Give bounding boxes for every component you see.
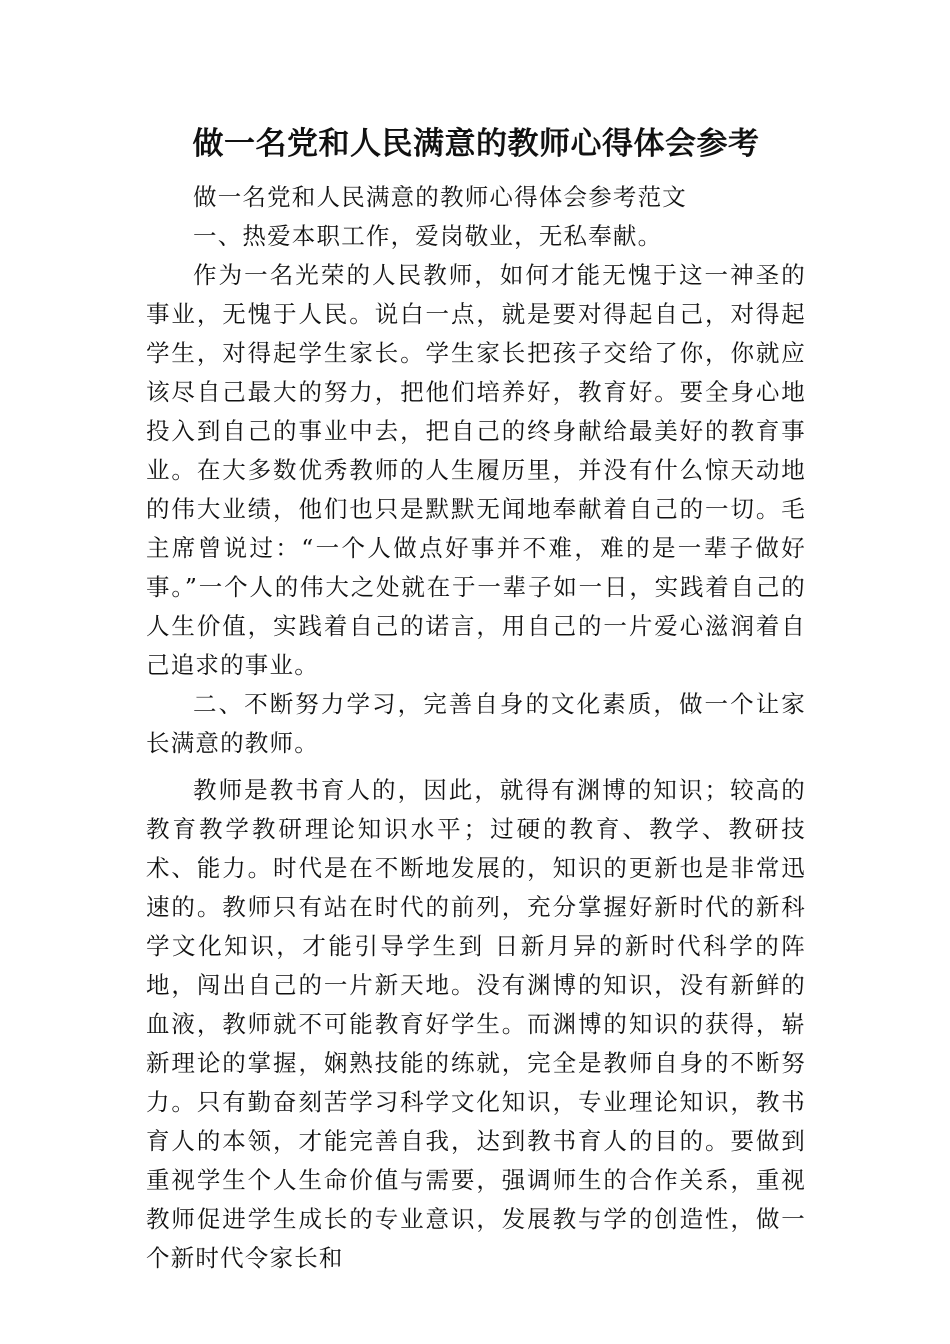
body-paragraph-1: 作为一名光荣的人民教师，如何才能无愧于这一神圣的事业，无愧于人民。说白一点，就是要对得起自己，对得起学生，对得起学生家长。学生家长把孩子交给了你，你就应该尽自己最大的努力，把他们培养好，教育好。要全身心地投入到自己的事业中去，把自己的终身献给最美好的教育事业。在大多数优秀教师的人生履历里，并没有什么惊天动地的伟大业绩，他们也只是默默无闻地奉献着自己的一切。毛主席曾说过：“一个人做点好事并不难，难的是一辈子做好事。”一个人的伟大之处就在于一辈子如一日，实践着自己的人生价值，实践着自己的诺言，用自己的一片爱心滋润着自己追求的事业。 (146, 261, 806, 679)
document-title: 做一名党和人民满意的教师心得体会参考 (192, 126, 760, 162)
document-page (146, 112, 806, 1278)
subtitle-paragraph: 做一名党和人民满意的教师心得体会参考范文 (193, 183, 687, 211)
section-heading-1: 一、热爱本职工作，爱岗敬业，无私奉献。 (193, 222, 663, 250)
section-heading-2: 二、不断努力学习，完善自身的文化素质，做一个让家长满意的教师。 (146, 690, 806, 757)
body-paragraph-2: 教师是教书育人的，因此，就得有渊博的知识；较高的教育教学教研理论知识水平；过硬的教育、教学、教研技术、能力。时代是在不断地发展的，知识的更新也是非常迅速的。教师只有站在时代的前列，充分掌握好新时代的新科学文化知识，才能引导学生到 日新月异的新时代科学的阵地，闯出自己的一片新天地。没有渊博的知识，没有新鲜的血液，教师就不可能教育好学生。而渊博的知识的获得，崭新理论的掌握，娴熟技能的练就，完全是教师自身的不断努力。只有勤奋刻苦学习科学文化知识，专业理论知识，教书育人的本领，才能完善自我，达到教书育人的目的。要做到重视学生个人生命价值与需要，强调师生的合作关系，重视教师促进学生成长的专业意识，发展教与学的创造性，做一个新时代令家长和 (146, 776, 806, 1272)
